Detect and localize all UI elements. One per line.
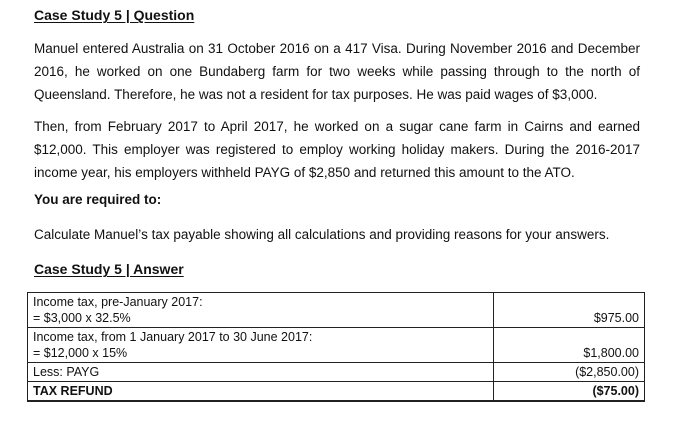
- row-amount: ($2,850.00): [494, 363, 645, 382]
- instruction-text: Calculate Manuel’s tax payable showing all calculations and providing reasons for your answers.: [34, 227, 610, 242]
- total-row: [28, 382, 645, 402]
- paragraph-line: Queensland. Therefore, he was not a resident for tax purposes. He was paid wages of $3,000.: [34, 87, 598, 102]
- table-row: [28, 363, 645, 382]
- row-amount: $975.00: [494, 293, 645, 328]
- row-description: [28, 382, 494, 402]
- paragraph-line: 2016, he worked on one Bundaberg farm for two weeks while passing through to the north of: [34, 64, 640, 79]
- description-line: Less: PAYG: [33, 365, 100, 379]
- required-label: You are required to:: [34, 192, 162, 207]
- description-line: = $12,000 x 15%: [33, 346, 128, 360]
- question-paragraph-2: [34, 115, 640, 184]
- description-line: Income tax, pre-January 2017:: [33, 295, 203, 309]
- answer-table: [27, 292, 645, 402]
- row-description: [28, 293, 494, 328]
- answer-heading: Case Study 5 | Answer: [34, 261, 184, 277]
- paragraph-line: Then, from February 2017 to April 2017, he worked on a sugar cane farm in Cairns and earned: [34, 119, 640, 134]
- question-heading: Case Study 5 | Question: [34, 7, 195, 23]
- row-description: [28, 363, 494, 382]
- description-line: = $3,000 x 32.5%: [33, 311, 131, 325]
- description-line: Income tax, from 1 January 2017 to 30 June 2017:: [33, 330, 313, 344]
- question-paragraph-1: [34, 37, 640, 106]
- table-row: [28, 293, 645, 328]
- table-row: [28, 328, 645, 363]
- paragraph-line: Manuel entered Australia on 31 October 2016 on a 417 Visa. During November 2016 and December: [34, 41, 640, 56]
- row-amount: $1,800.00: [494, 328, 645, 363]
- row-description: [28, 328, 494, 363]
- row-amount: ($75.00): [494, 382, 645, 402]
- paragraph-line: income year, his employers withheld PAYG of $2,850 and returned this amount to the ATO.: [34, 165, 575, 180]
- description-line: TAX REFUND: [33, 384, 113, 398]
- paragraph-line: $12,000. This employer was registered to employ working holiday makers. During the 2016-2017: [34, 142, 640, 157]
